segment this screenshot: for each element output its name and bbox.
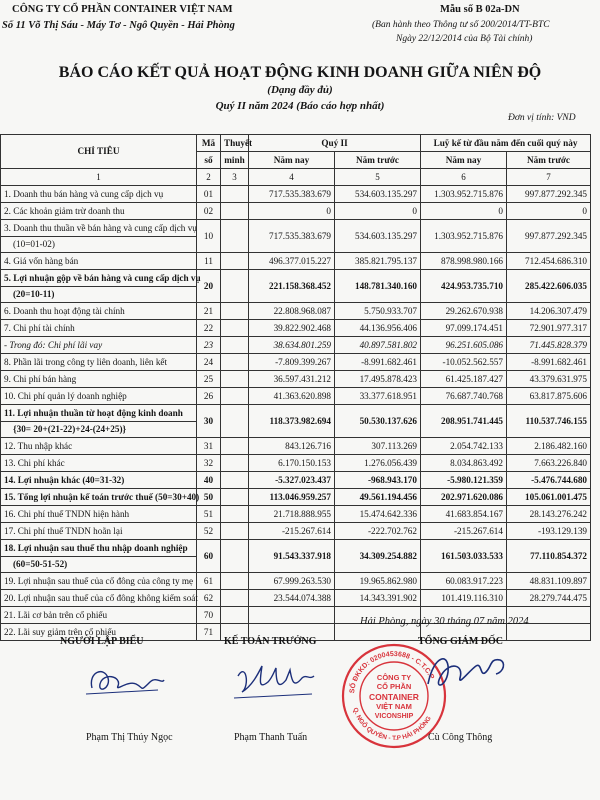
table-row bbox=[1, 472, 591, 489]
svg-text:VICONSHIP: VICONSHIP bbox=[374, 713, 414, 720]
row-label: 19. Lợi nhuận sau thuế của cổ đông của công ty mẹ bbox=[1, 573, 197, 590]
quarter-last-year: 40.897.581.802 bbox=[335, 337, 421, 354]
row-label: 13. Chi phí khác bbox=[1, 455, 197, 472]
row-code: 62 bbox=[197, 590, 221, 607]
quarter-this-year: 38.634.801.259 bbox=[249, 337, 335, 354]
quarter-this-year: 21.718.888.955 bbox=[249, 506, 335, 523]
row-label-continuation: (10=01-02) bbox=[1, 237, 197, 253]
ytd-last-year: 48.831.109.897 bbox=[507, 573, 591, 590]
row-note bbox=[221, 540, 249, 573]
row-note bbox=[221, 303, 249, 320]
quarter-last-year: 148.781.340.160 bbox=[335, 270, 421, 303]
quarter-last-year: -222.702.762 bbox=[335, 523, 421, 540]
ytd-last-year: 63.817.875.606 bbox=[507, 388, 591, 405]
row-code: 25 bbox=[197, 371, 221, 388]
quarter-this-year: 22.808.968.087 bbox=[249, 303, 335, 320]
row-note bbox=[221, 573, 249, 590]
ytd-last-year: 997.877.292.345 bbox=[507, 220, 591, 253]
row-note bbox=[221, 472, 249, 489]
svg-text:CỔ PHẦN: CỔ PHẦN bbox=[376, 682, 412, 691]
row-label-continuation: (20=10-11) bbox=[1, 287, 197, 303]
quarter-last-year: 44.136.956.406 bbox=[335, 320, 421, 337]
ytd-this-year: 61.425.187.427 bbox=[421, 371, 507, 388]
ytd-last-year: 72.901.977.317 bbox=[507, 320, 591, 337]
ytd-this-year: 97.099.174.451 bbox=[421, 320, 507, 337]
quarter-this-year: -7.809.399.267 bbox=[249, 354, 335, 371]
row-note bbox=[221, 270, 249, 303]
ytd-this-year: 2.054.742.133 bbox=[421, 438, 507, 455]
row-note bbox=[221, 320, 249, 337]
table-row bbox=[1, 405, 591, 422]
quarter-last-year: 33.377.618.951 bbox=[335, 388, 421, 405]
quarter-this-year: 39.822.902.468 bbox=[249, 320, 335, 337]
row-code: 26 bbox=[197, 388, 221, 405]
quarter-this-year: 113.046.959.257 bbox=[249, 489, 335, 506]
row-code: 51 bbox=[197, 506, 221, 523]
quarter-last-year: 15.474.642.336 bbox=[335, 506, 421, 523]
table-row bbox=[1, 253, 591, 270]
svg-text:SỐ ĐKKD: 0200453688 - C.T.C.P: SỐ ĐKKD: 0200453688 - C.T.C.P bbox=[349, 650, 435, 694]
column-index: 3 bbox=[221, 169, 249, 186]
ytd-this-year: 202.971.620.086 bbox=[421, 489, 507, 506]
ytd-last-year: -193.129.139 bbox=[507, 523, 591, 540]
column-index: 1 bbox=[1, 169, 197, 186]
row-code: 50 bbox=[197, 489, 221, 506]
row-code: 23 bbox=[197, 337, 221, 354]
quarter-this-year: 23.544.074.388 bbox=[249, 590, 335, 607]
quarter-this-year: 67.999.263.530 bbox=[249, 573, 335, 590]
preparer-name: Phạm Thị Thúy Ngọc bbox=[86, 732, 173, 743]
ytd-this-year: 101.419.116.310 bbox=[421, 590, 507, 607]
row-label: 2. Các khoản giảm trừ doanh thu bbox=[1, 203, 197, 220]
ytd-this-year: 1.303.952.715.876 bbox=[421, 186, 507, 203]
row-code: 21 bbox=[197, 303, 221, 320]
header-last-year: Năm trước bbox=[335, 152, 421, 169]
ytd-this-year: 96.251.605.086 bbox=[421, 337, 507, 354]
table-row bbox=[1, 203, 591, 220]
row-note bbox=[221, 253, 249, 270]
form-reference: (Ban hành theo Thông tư số 200/2014/TT-BTC bbox=[372, 20, 550, 30]
quarter-this-year: -5.327.023.437 bbox=[249, 472, 335, 489]
ytd-last-year: 43.379.631.975 bbox=[507, 371, 591, 388]
quarter-last-year: 1.276.056.439 bbox=[335, 455, 421, 472]
ytd-this-year: 41.683.854.167 bbox=[421, 506, 507, 523]
row-label: 18. Lợi nhuận sau thuế thu nhập doanh nghiệp bbox=[1, 540, 197, 557]
header-this-year-ytd: Năm nay bbox=[421, 152, 507, 169]
company-address: Số 11 Võ Thị Sáu - Máy Tơ - Ngô Quyền - Hải Phòng bbox=[2, 20, 235, 31]
quarter-this-year: 0 bbox=[249, 203, 335, 220]
row-label: 12. Thu nhập khác bbox=[1, 438, 197, 455]
ytd-last-year: 28.143.276.242 bbox=[507, 506, 591, 523]
row-label: 6. Doanh thu hoạt động tài chính bbox=[1, 303, 197, 320]
row-code: 60 bbox=[197, 540, 221, 573]
ytd-this-year: 161.503.033.533 bbox=[421, 540, 507, 573]
row-label: 5. Lợi nhuận gộp về bán hàng và cung cấp dịch vụ bbox=[1, 270, 197, 287]
row-note bbox=[221, 371, 249, 388]
header-last-year-ytd: Năm trước bbox=[507, 152, 591, 169]
column-index: 5 bbox=[335, 169, 421, 186]
row-label: 3. Doanh thu thuần về bán hàng và cung cấp dịch vụ bbox=[1, 220, 197, 237]
table-row bbox=[1, 388, 591, 405]
svg-text:CONTAINER: CONTAINER bbox=[369, 692, 419, 702]
chief-accountant-title: KẾ TOÁN TRƯỞNG bbox=[224, 636, 317, 647]
quarter-this-year: 6.170.150.153 bbox=[249, 455, 335, 472]
quarter-last-year: 385.821.795.137 bbox=[335, 253, 421, 270]
column-index: 6 bbox=[421, 169, 507, 186]
header-note: Thuyết bbox=[221, 135, 249, 152]
svg-text:Q. NGÔ QUYỀN - T.P HẢI PHÒNG: Q. NGÔ QUYỀN - T.P HẢI PHÒNG bbox=[351, 706, 433, 743]
table-row bbox=[1, 354, 591, 371]
ytd-last-year: 105.061.001.475 bbox=[507, 489, 591, 506]
row-code: 11 bbox=[197, 253, 221, 270]
row-label: 1. Doanh thu bán hàng và cung cấp dịch vụ bbox=[1, 186, 197, 203]
ytd-last-year: 712.454.686.310 bbox=[507, 253, 591, 270]
row-note bbox=[221, 405, 249, 438]
quarter-last-year: 307.113.269 bbox=[335, 438, 421, 455]
row-label: 22. Lãi suy giảm trên cổ phiếu bbox=[1, 624, 197, 641]
header-quarter: Quý II bbox=[249, 135, 421, 152]
row-code: 52 bbox=[197, 523, 221, 540]
quarter-last-year: 534.603.135.297 bbox=[335, 186, 421, 203]
table-row bbox=[1, 506, 591, 523]
quarter-this-year: 221.158.368.452 bbox=[249, 270, 335, 303]
company-name: CÔNG TY CỔ PHẦN CONTAINER VIỆT NAM bbox=[12, 4, 233, 15]
row-note bbox=[221, 523, 249, 540]
row-code: 01 bbox=[197, 186, 221, 203]
quarter-this-year: 843.126.716 bbox=[249, 438, 335, 455]
table-row bbox=[1, 303, 591, 320]
director-title: TỔNG GIÁM ĐỐC bbox=[418, 636, 503, 647]
row-note bbox=[221, 455, 249, 472]
quarter-this-year: -215.267.614 bbox=[249, 523, 335, 540]
place-date: Hải Phòng, ngày 30 tháng 07 năm 2024 bbox=[360, 616, 529, 627]
quarter-this-year: 496.377.015.227 bbox=[249, 253, 335, 270]
row-note bbox=[221, 388, 249, 405]
column-index-row bbox=[1, 169, 591, 186]
quarter-last-year: 17.495.878.423 bbox=[335, 371, 421, 388]
preparer-title: NGƯỜI LẬP BIỂU bbox=[60, 636, 144, 647]
ytd-this-year: 60.083.917.223 bbox=[421, 573, 507, 590]
ytd-this-year: 878.998.980.166 bbox=[421, 253, 507, 270]
table-row bbox=[1, 489, 591, 506]
row-label: 9. Chi phí bán hàng bbox=[1, 371, 197, 388]
ytd-this-year: -10.052.562.557 bbox=[421, 354, 507, 371]
row-code: 02 bbox=[197, 203, 221, 220]
ytd-last-year: 2.186.482.160 bbox=[507, 438, 591, 455]
quarter-last-year: 0 bbox=[335, 203, 421, 220]
row-note bbox=[221, 186, 249, 203]
row-label: 17. Chi phí thuế TNDN hoãn lại bbox=[1, 523, 197, 540]
quarter-last-year: 19.965.862.980 bbox=[335, 573, 421, 590]
ytd-this-year: 424.953.735.710 bbox=[421, 270, 507, 303]
quarter-last-year: 49.561.194.456 bbox=[335, 489, 421, 506]
quarter-last-year: 5.750.933.707 bbox=[335, 303, 421, 320]
quarter-this-year bbox=[249, 607, 335, 624]
quarter-last-year: 34.309.254.882 bbox=[335, 540, 421, 573]
report-title: BÁO CÁO KẾT QUẢ HOẠT ĐỘNG KINH DOANH GIỮA NIÊN ĐỘ bbox=[58, 64, 542, 81]
table-body bbox=[1, 186, 591, 641]
income-statement-table bbox=[0, 134, 591, 641]
header-this-year: Năm nay bbox=[249, 152, 335, 169]
row-label-continuation: (60=50-51-52) bbox=[1, 557, 197, 573]
row-code: 30 bbox=[197, 405, 221, 438]
ytd-last-year: 997.877.292.345 bbox=[507, 186, 591, 203]
row-note bbox=[221, 337, 249, 354]
header-ytd: Luỹ kế từ đầu năm đến cuối quý này bbox=[421, 135, 591, 152]
quarter-this-year: 118.373.982.694 bbox=[249, 405, 335, 438]
row-code: 10 bbox=[197, 220, 221, 253]
row-code: 22 bbox=[197, 320, 221, 337]
row-label: 14. Lợi nhuận khác (40=31-32) bbox=[1, 472, 197, 489]
row-note bbox=[221, 506, 249, 523]
row-code: 24 bbox=[197, 354, 221, 371]
svg-text:CÔNG TY: CÔNG TY bbox=[376, 673, 412, 682]
table-row bbox=[1, 337, 591, 354]
preparer-signature bbox=[78, 658, 168, 704]
quarter-this-year: 36.597.431.212 bbox=[249, 371, 335, 388]
row-note bbox=[221, 220, 249, 253]
row-code: 20 bbox=[197, 270, 221, 303]
row-label: 10. Chi phí quản lý doanh nghiệp bbox=[1, 388, 197, 405]
ytd-last-year: 0 bbox=[507, 203, 591, 220]
row-label: 21. Lãi cơ bản trên cổ phiếu bbox=[1, 607, 197, 624]
row-label-continuation: {30= 20+(21-22)+24-(24+25)} bbox=[1, 422, 197, 438]
row-code: 71 bbox=[197, 624, 221, 641]
ytd-this-year: 208.951.741.445 bbox=[421, 405, 507, 438]
row-label: - Trong đó: Chi phí lãi vay bbox=[1, 337, 197, 354]
ytd-this-year: 29.262.670.938 bbox=[421, 303, 507, 320]
row-note bbox=[221, 590, 249, 607]
ytd-this-year: -215.267.614 bbox=[421, 523, 507, 540]
header-note-2: minh bbox=[221, 152, 249, 169]
quarter-this-year: 41.363.620.898 bbox=[249, 388, 335, 405]
row-note bbox=[221, 607, 249, 624]
row-label: 8. Phần lãi trong công ty liên doanh, liên kết bbox=[1, 354, 197, 371]
row-code: 32 bbox=[197, 455, 221, 472]
header-code-2: số bbox=[197, 152, 221, 169]
ytd-last-year: 14.206.307.479 bbox=[507, 303, 591, 320]
ytd-this-year: 76.687.740.768 bbox=[421, 388, 507, 405]
row-code: 70 bbox=[197, 607, 221, 624]
accountant-name: Phạm Thanh Tuấn bbox=[234, 732, 308, 743]
director-signature bbox=[420, 644, 510, 704]
row-label: 16. Chi phí thuế TNDN hiện hành bbox=[1, 506, 197, 523]
quarter-last-year: 14.343.391.902 bbox=[335, 590, 421, 607]
table-row bbox=[1, 220, 591, 237]
ytd-last-year: 110.537.746.155 bbox=[507, 405, 591, 438]
table-row bbox=[1, 540, 591, 557]
row-note bbox=[221, 203, 249, 220]
ytd-this-year: 8.034.863.492 bbox=[421, 455, 507, 472]
table-row bbox=[1, 573, 591, 590]
row-note bbox=[221, 354, 249, 371]
header-code: Mã bbox=[197, 135, 221, 152]
ytd-last-year: -5.476.744.680 bbox=[507, 472, 591, 489]
ytd-this-year: 0 bbox=[421, 203, 507, 220]
table-row bbox=[1, 320, 591, 337]
row-note bbox=[221, 438, 249, 455]
row-label: 20. Lợi nhuận sau thuế của cổ đông không kiểm soát bbox=[1, 590, 197, 607]
ytd-last-year: 7.663.226.840 bbox=[507, 455, 591, 472]
row-label: 11. Lợi nhuận thuần từ hoạt động kinh doanh bbox=[1, 405, 197, 422]
form-reference-date: Ngày 22/12/2014 của Bộ Tài chính) bbox=[396, 34, 533, 44]
table-row bbox=[1, 186, 591, 203]
header-item: CHỈ TIÊU bbox=[1, 135, 197, 169]
ytd-this-year: -5.980.121.359 bbox=[421, 472, 507, 489]
table-row bbox=[1, 455, 591, 472]
ytd-last-year: 285.422.606.035 bbox=[507, 270, 591, 303]
table-row bbox=[1, 523, 591, 540]
column-index: 4 bbox=[249, 169, 335, 186]
column-index: 7 bbox=[507, 169, 591, 186]
row-code: 31 bbox=[197, 438, 221, 455]
ytd-last-year: -8.991.682.461 bbox=[507, 354, 591, 371]
column-index: 2 bbox=[197, 169, 221, 186]
quarter-last-year: -968.943.170 bbox=[335, 472, 421, 489]
report-subtitle: (Dạng đầy đủ) bbox=[267, 84, 333, 96]
ytd-this-year: 1.303.952.715.876 bbox=[421, 220, 507, 253]
report-period: Quý II năm 2024 (Báo cáo hợp nhất) bbox=[215, 100, 385, 112]
row-label: 7. Chi phí tài chính bbox=[1, 320, 197, 337]
director-name: Cù Công Thông bbox=[428, 732, 493, 743]
quarter-this-year: 717.535.383.679 bbox=[249, 220, 335, 253]
quarter-last-year: 534.603.135.297 bbox=[335, 220, 421, 253]
ytd-last-year: 71.445.828.379 bbox=[507, 337, 591, 354]
row-label: 15. Tổng lợi nhuận kế toán trước thuế (50=30+40) bbox=[1, 489, 197, 506]
quarter-last-year: -8.991.682.461 bbox=[335, 354, 421, 371]
currency-unit: Đơn vị tính: VND bbox=[508, 113, 576, 123]
row-label: 4. Giá vốn hàng bán bbox=[1, 253, 197, 270]
row-code: 61 bbox=[197, 573, 221, 590]
form-number: Mẫu số B 02a-DN bbox=[440, 4, 520, 15]
table-row bbox=[1, 590, 591, 607]
svg-text:VIỆT NAM: VIỆT NAM bbox=[376, 702, 412, 711]
table-row bbox=[1, 438, 591, 455]
ytd-last-year: 28.279.744.475 bbox=[507, 590, 591, 607]
row-note bbox=[221, 489, 249, 506]
quarter-this-year: 717.535.383.679 bbox=[249, 186, 335, 203]
quarter-last-year: 50.530.137.626 bbox=[335, 405, 421, 438]
ytd-last-year: 77.110.854.372 bbox=[507, 540, 591, 573]
table-row bbox=[1, 371, 591, 388]
accountant-signature bbox=[228, 656, 318, 706]
table-row bbox=[1, 270, 591, 287]
quarter-this-year: 91.543.337.918 bbox=[249, 540, 335, 573]
row-code: 40 bbox=[197, 472, 221, 489]
